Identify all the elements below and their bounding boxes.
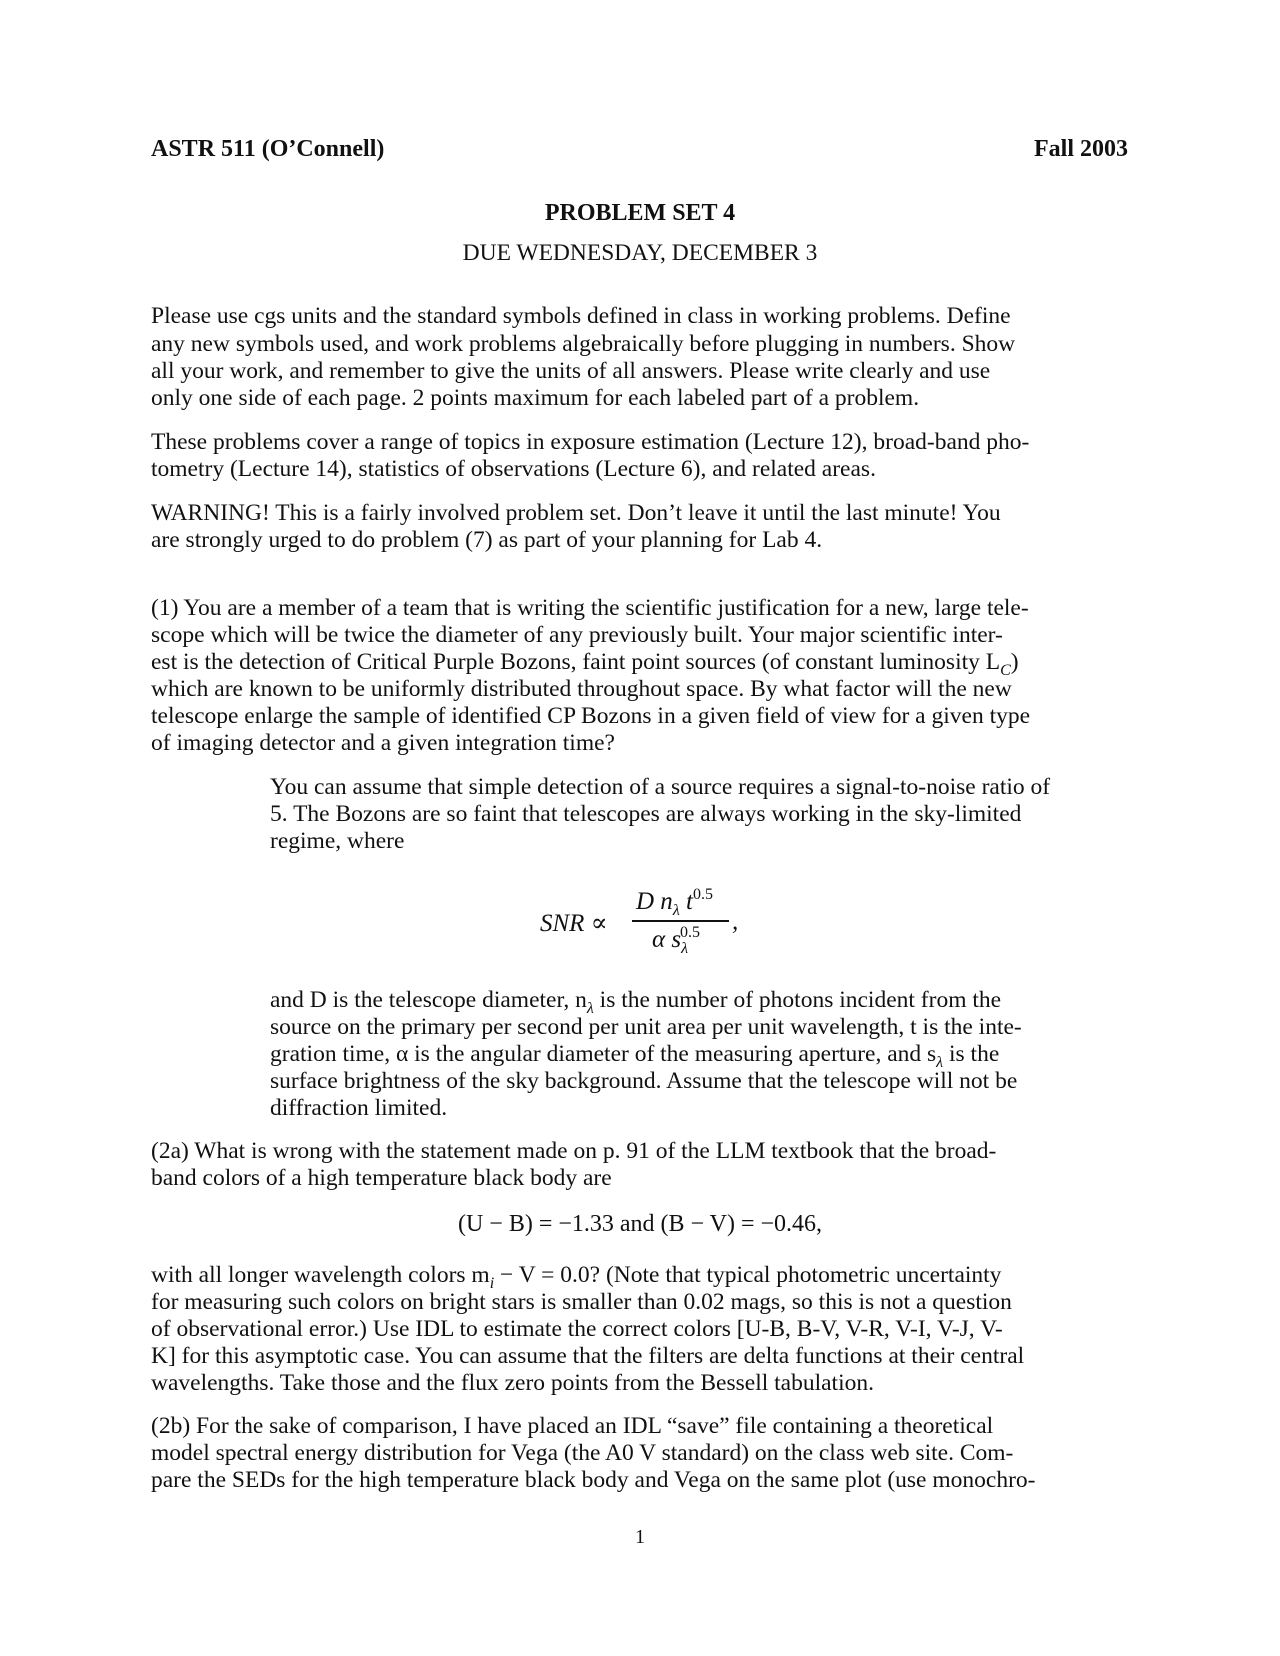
due-date: DUE WEDNESDAY, DECEMBER 3	[462, 240, 818, 266]
luminosity-subscript: C	[1000, 662, 1011, 679]
problem2b-line-1: (2b) For the sake of comparison, I have placed an IDL “save” file containing a theoretical	[151, 1413, 994, 1439]
snr-denominator: α $s_\lambda^{0.5}$	[652, 924, 701, 957]
problem1-line-4: which are known to be uniformly distributed throughout space. By what factor will the new	[151, 676, 1012, 702]
page-number: 1	[635, 1526, 645, 1548]
problem2a-after-line-3: of observational error.) Use IDL to estimate the correct colors [U-B, B-V, V-R, V-I, V-J, V-	[151, 1316, 1003, 1342]
problem1-line-1: (1) You are a member of a team that is writing the scientific justification for a new, large tele-	[151, 595, 1029, 621]
problem1-line-2: scope which will be twice the diameter of any previously built. Your major scientific inter-	[151, 622, 1003, 648]
problem1-indent2-line-3: gration time, α is the angular diameter of the measuring aperture, and $s_\lambda$ is the	[270, 1041, 1000, 1071]
problem1-indent2-line-5: diffraction limited.	[270, 1095, 448, 1121]
problem2a-line-1: (2a) What is wrong with the statement made on p. 91 of the LLM textbook that the broad-	[151, 1138, 997, 1164]
intro-p2-line-2: tometry (Lecture 14), statistics of observations (Lecture 6), and related areas.	[151, 456, 876, 482]
problem1-indent2-line-4: surface brightness of the sky background. Assume that the telescope will not be	[270, 1068, 1018, 1094]
problem-set-title: PROBLEM SET 4	[544, 200, 736, 226]
problem1-indent2-line-2: source on the primary per second per unit area per unit wavelength, t is the inte-	[270, 1014, 1022, 1040]
problem1-indent1-line-2: 5. The Bozons are so faint that telescopes are always working in the sky-limited	[270, 801, 1022, 827]
intro-p1-line-4: only one side of each page. 2 points maximum for each labeled part of a problem.	[151, 385, 920, 411]
problem2a-line-2: band colors of a high temperature black body are	[151, 1165, 612, 1191]
intro-p1-line-3: all your work, and remember to give the units of all answers. Please write clearly and use	[151, 358, 991, 384]
problem2a-after-line-2: for measuring such colors on bright stars is smaller than 0.02 mags, so this is not a question	[151, 1289, 1012, 1315]
problem2a-after-line-5: wavelengths. Take those and the flux zero points from the Bessell tabulation.	[151, 1370, 874, 1396]
snr-equation	[540, 888, 770, 958]
problem2b-line-3: pare the SEDs for the high temperature black body and Vega on the same plot (use monochro-	[151, 1467, 1036, 1493]
snr-lhs: SNR ∝	[540, 910, 608, 937]
problem2a-after-line-1: with all longer wavelength colors $m_i - V = 0.0$? (Note that typical photometric uncertainty	[151, 1262, 1002, 1292]
course-header: ASTR 511 (O’Connell)	[151, 136, 385, 162]
intro-p3-line-2: are strongly urged to do problem (7) as part of your planning for Lab 4.	[151, 527, 823, 553]
fraction-bar	[632, 920, 729, 922]
snr-numerator: D $n_\lambda$ $t^{0.5}$	[636, 886, 713, 919]
color-equation: (U − B) = −1.33 and (B − V) = −0.46,	[457, 1211, 823, 1237]
problem1-line-5: telescope enlarge the sample of identified CP Bozons in a given field of view for a given type	[151, 703, 1031, 729]
intro-p3-line-1: WARNING! This is a fairly involved problem set. Don’t leave it until the last minute! You	[151, 500, 1001, 526]
snr-comma: ,	[732, 908, 739, 935]
problem1-indent1-line-3: regime, where	[270, 828, 405, 854]
term-header: Fall 2003	[1034, 136, 1128, 162]
problem1-line-6: of imaging detector and a given integration time?	[151, 730, 615, 756]
intro-p1-line-1: Please use cgs units and the standard symbols defined in class in working problems. Define	[151, 303, 1011, 329]
problem1-line-3: est is the detection of Critical Purple Bozons, faint point sources (of constant luminosity $L_C$)	[151, 649, 1019, 679]
problem2b-line-2: model spectral energy distribution for Vega (the A0 V standard) on the class web site. Com-	[151, 1440, 1014, 1466]
problem1-indent2-line-1: and D is the telescope diameter, $n_\lambda$ is the number of photons incident from the	[270, 987, 1002, 1017]
problem1-indent1-line-1: You can assume that simple detection of a source requires a signal-to-noise ratio of	[270, 774, 1051, 800]
intro-p1-line-2: any new symbols used, and work problems algebraically before plugging in numbers. Show	[151, 331, 1016, 357]
problem2a-after-line-4: K] for this asymptotic case. You can assume that the filters are delta functions at their central	[151, 1343, 1025, 1369]
intro-p2-line-1: These problems cover a range of topics in exposure estimation (Lecture 12), broad-band pho-	[151, 429, 1030, 455]
